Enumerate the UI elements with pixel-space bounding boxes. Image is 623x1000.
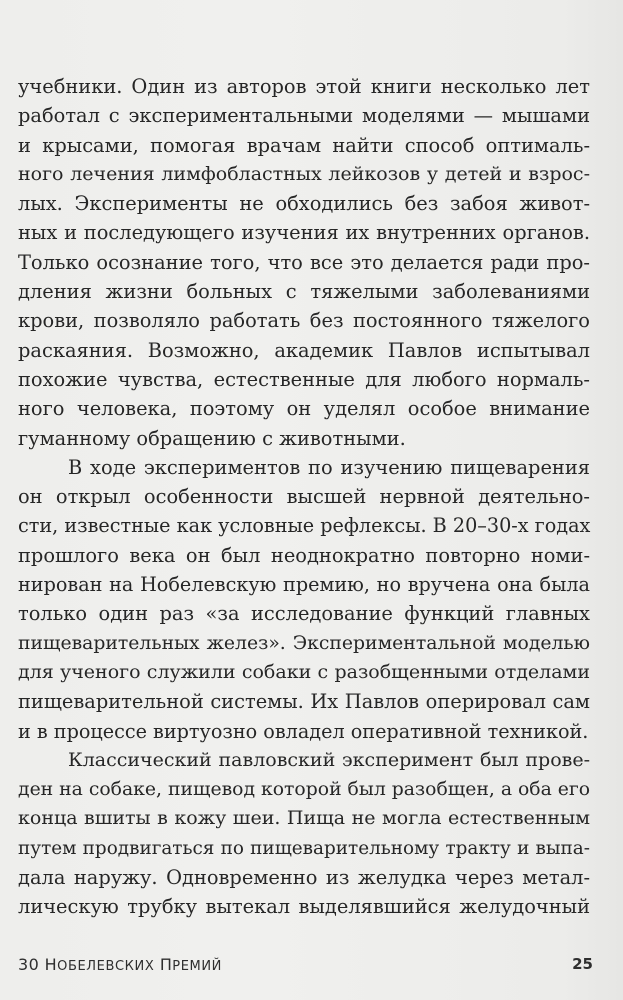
footer-title-initial-1: Н — [44, 955, 58, 974]
text-line: нирован на Нобелевскую премию, но вручена она была — [18, 573, 590, 597]
text-line: гуманному обращению с животными. — [18, 426, 406, 450]
text-line: сти, известные как условные рефлексы. В 20–30-х годах — [18, 514, 591, 538]
text-line: дления жизни больных с тяжелыми заболеваниями — [18, 280, 590, 304]
text-line: дала наружу. Одновременно из желудка через метал- — [18, 866, 590, 890]
text-line: он открыл особенности высшей нервной деятельно- — [18, 485, 590, 509]
text-line: ного человека, поэтому он уделял особое внимание — [18, 397, 590, 421]
body-text — [18, 72, 590, 922]
text-line: лическую трубку вытекал выделявшийся желудочный — [18, 895, 590, 919]
text-line: только один раз «за исследование функций главных — [18, 602, 590, 626]
text-line: пищеварительной системы. Их Павлов оперировал сам — [18, 690, 590, 714]
text-line: для ученого служили собаки с разобщенными отделами — [18, 660, 590, 683]
text-line: раскаяния. Возможно, академик Павлов испытывал — [18, 338, 590, 362]
text-line: лых. Эксперименты не обходились без забоя живот- — [18, 192, 590, 216]
text-line: ного лечения лимфобластных лейкозов у детей и взрос- — [18, 162, 590, 185]
text-line: пищеварительных желез». Экспериментальной моделью — [18, 632, 590, 654]
footer-title-word-2: РЕМИЙ — [172, 959, 222, 974]
text-line: В ходе экспериментов по изучению пищеварения — [68, 455, 590, 479]
footer-title-initial-2: П — [159, 955, 173, 974]
text-line: учебники. Один из авторов этой книги несколько лет — [18, 75, 590, 98]
running-footer-title — [18, 955, 222, 974]
text-line: ных и последующего изучения их внутренних органов. — [18, 221, 590, 245]
text-line: конца вшиты в кожу шеи. Пища не могла естественным — [18, 807, 590, 830]
text-line: и крысами, помогая врачам найти способ оптималь- — [18, 133, 590, 157]
text-line: похожие чувства, естественные для любого нормаль- — [18, 367, 590, 391]
footer-title-number: 30 — [18, 955, 40, 974]
text-line: крови, позволяло работать без постоянного тяжелого — [18, 309, 590, 333]
text-line: работал с экспериментальными моделями — мышами — [18, 104, 590, 128]
footer-title-word-1: ОБЕЛЕВСКИХ — [57, 959, 155, 974]
text-line: и в процессе виртуозно овладел оперативной техникой. — [18, 719, 589, 743]
text-line: Классический павловский эксперимент был прове- — [68, 748, 590, 771]
text-line: ден на собаке, пищевод которой был разобщен, а оба его — [18, 779, 591, 801]
text-line: Только осознание того, что все это делается ради про- — [18, 250, 590, 274]
text-line: прошлого века он был неоднократно повторно номи- — [18, 543, 590, 567]
text-line: путем продвигаться по пищеварительному тракту и выпа- — [18, 837, 590, 859]
page-number: 25 — [572, 955, 593, 973]
